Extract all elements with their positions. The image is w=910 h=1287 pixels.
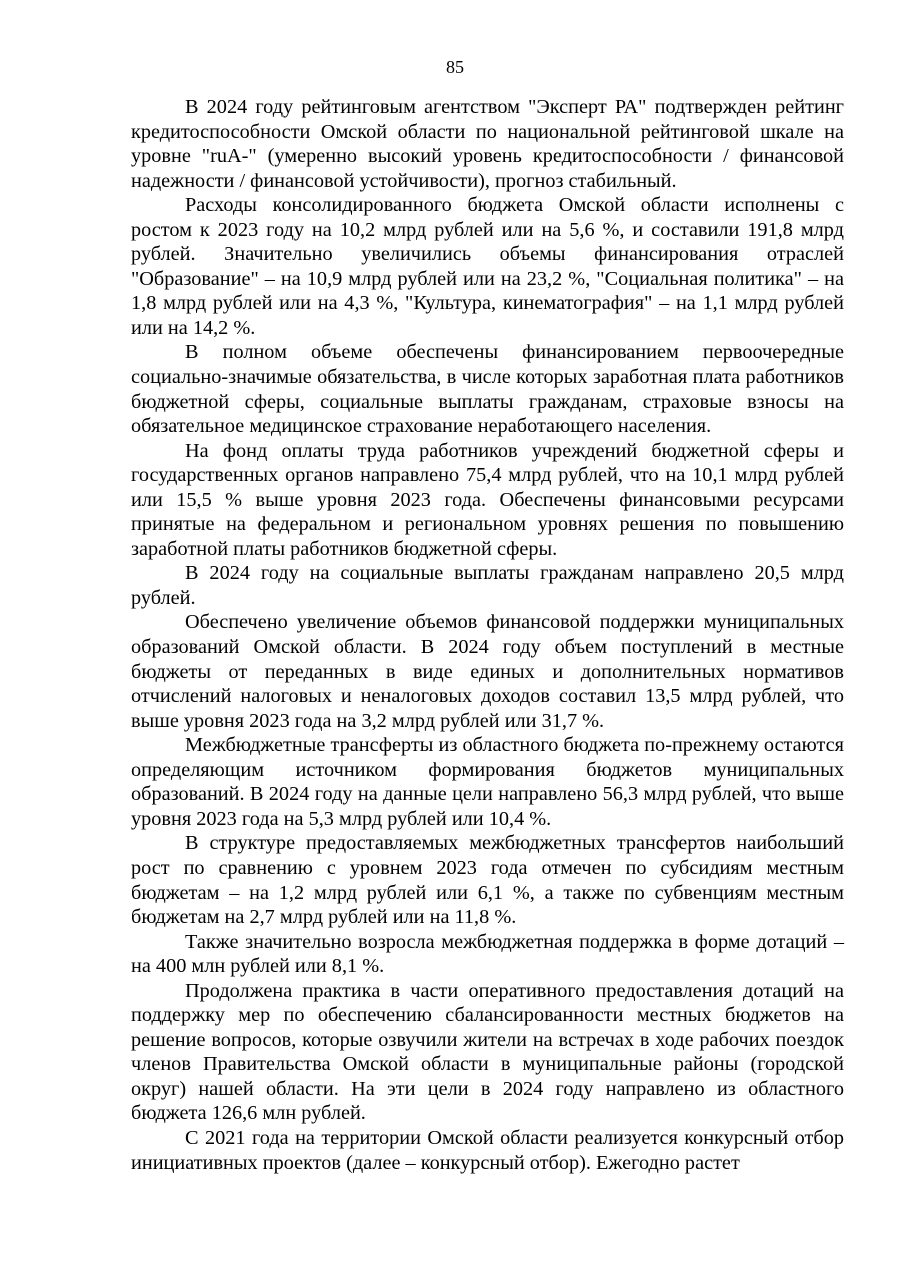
- paragraph-social-payments: В 2024 году на социальные выплаты гражданам направлено 20,5 млрд рублей.: [131, 562, 844, 609]
- paragraph-balance-subsidies: Продолжена практика в части оперативного предоставления дотаций на поддержку мер по обеспечению сбалансированности местных бюджетов на решение вопросов, которые озвучили жители на встречах в ходе рабочих поездок членов Правительства Омской области в муниципальные районы (городской округ) нашей области. На эти цели в 2024 году направлено из областного бюджета 126,6 млн рублей.: [131, 979, 844, 1125]
- paragraph-credit-rating: В 2024 году рейтинговым агентством "Эксперт РА" подтвержден рейтинг кредитоспособности Омской области по национальной рейтинговой шкале на уровне "ruA-" (умеренно высокий уровень кредитоспособности / финансовой надежности / финансовой устойчивости), прогноз стабильный.: [131, 96, 844, 192]
- document-body: [131, 95, 844, 1175]
- paragraph-municipal-support: Обеспечено увеличение объемов финансовой поддержки муниципальных образований Омской области. В 2024 году объем поступлений в местные бюджеты от переданных в виде единых и дополнительных нормативов отчислений налоговых и неналоговых доходов составил 13,5 млрд рублей, что выше уровня 2023 года на 3,2 млрд рублей или 31,7 %.: [131, 611, 844, 732]
- paragraph-transfer-structure: В структуре предоставляемых межбюджетных трансфертов наибольший рост по сравнению с уровнем 2023 года отмечен по субсидиям местным бюджетам – на 1,2 млрд рублей или 6,1 %, а также по субвенциям местным бюджетам на 2,7 млрд рублей или на 11,8 %.: [131, 832, 844, 929]
- paragraph-priority-obligations: В полном объеме обеспечены финансированием первоочередные социально-значимые обязательства, в числе которых заработная плата работников бюджетной сферы, социальные выплаты гражданам, страховые взносы на обязательное медицинское страхование неработающего населения.: [131, 341, 844, 438]
- paragraph-initiative-projects: С 2021 года на территории Омской области реализуется конкурсный отбор инициативных проектов (далее – конкурсный отбор). Ежегодно растет: [131, 1126, 844, 1174]
- paragraph-budget-expenditures: Расходы консолидированного бюджета Омской области исполнены с ростом к 2023 году на 10,2 млрд рублей или на 5,6 %, и составили 191,8 млрд рублей. Значительно увеличились объемы финансирования отраслей "Образование" – на 10,9 млрд рублей или на 23,2 %, "Социальная политика" – на 1,8 млрд рублей или на 4,3 %, "Культура, кинематография" – на 1,1 млрд рублей или на 14,2 %.: [131, 194, 844, 339]
- paragraph-subsidies-growth: Также значительно возросла межбюджетная поддержка в форме дотаций – на 400 млн рублей или 8,1 %.: [131, 930, 844, 978]
- paragraph-interbudget-transfers: Межбюджетные трансферты из областного бюджета по-прежнему остаются определяющим источником формирования бюджетов муниципальных образований. В 2024 году на данные цели направлено 56,3 млрд рублей, что выше уровня 2023 года на 5,3 млрд рублей или 10,4 %.: [131, 734, 844, 830]
- page-number: 85: [446, 57, 464, 77]
- paragraph-payroll-fund: На фонд оплаты труда работников учреждений бюджетной сферы и государственных органов направлено 75,4 млрд рублей, что на 10,1 млрд рублей или 15,5 % выше уровня 2023 года. Обеспечены финансовыми ресурсами принятые на федеральном и региональном уровнях решения по повышению заработной платы работников бюджетной сферы.: [131, 439, 844, 560]
